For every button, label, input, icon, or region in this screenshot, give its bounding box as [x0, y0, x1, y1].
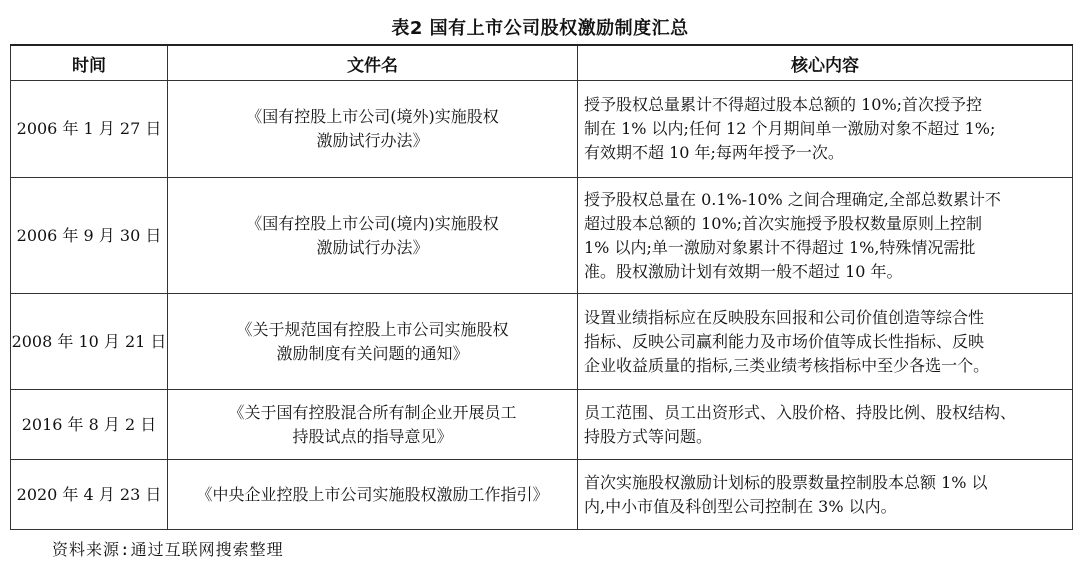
file-name-line: 《国有控股上市公司(境外)实施股权 — [246, 107, 499, 126]
file-name-line: 激励试行办法》 — [316, 131, 429, 150]
table-row — [11, 460, 1073, 530]
content-line: 超过股本总额的 10%;首次实施授予股权数量原则上控制 — [584, 213, 983, 233]
content-line: 授予股权总量在 0.1%-10% 之间合理确定,全部总数累计不 — [584, 189, 1001, 209]
file-name-line: 《国有控股上市公司(境内)实施股权 — [246, 213, 499, 233]
content-line: 首次实施股权激励计划标的股票数量控制股本总额 1% 以 — [584, 472, 988, 492]
file-name-cell — [168, 81, 578, 178]
table-row — [11, 294, 1073, 390]
content-line: 有效期不超 10 年;每两年授予一次。 — [584, 143, 844, 162]
content-line: 制在 1% 以内;任何 12 个月期间单一激励对象不超过 1%; — [584, 119, 996, 138]
table-row — [11, 178, 1073, 294]
table-row — [11, 81, 1073, 178]
content-line: 设置业绩指标应在反映股东回报和公司价值创造等综合性 — [584, 307, 985, 327]
content-cell — [578, 178, 1073, 294]
date-cell: 2008 年 10 月 21 日 — [11, 294, 168, 390]
file-name-line: 激励试行办法》 — [316, 237, 429, 257]
content-cell — [578, 81, 1073, 178]
column-header-file: 文件名 — [168, 45, 578, 81]
table-header-row — [11, 45, 1073, 81]
content-line: 指标、反映公司赢利能力及市场价值等成长性指标、反映 — [584, 331, 985, 351]
column-header-time: 时间 — [11, 45, 168, 81]
content-line: 持股方式等问题。 — [584, 426, 713, 446]
content-cell — [578, 390, 1073, 460]
date-cell: 2016 年 8 月 2 日 — [11, 390, 168, 460]
content-line: 员工范围、员工出资形式、入股价格、持股比例、股权结构、 — [584, 402, 1017, 422]
file-name-cell — [168, 294, 578, 390]
table-row — [11, 390, 1073, 460]
source-note: 资料来源:通过互联网搜索整理 — [52, 540, 284, 559]
table-title: 表2 国有上市公司股权激励制度汇总 — [391, 18, 689, 39]
file-name-cell — [168, 178, 578, 294]
content-line: 企业收益质量的指标,三类业绩考核指标中至少各选一个。 — [584, 355, 990, 375]
content-cell — [578, 294, 1073, 390]
file-name-line: 持股试点的指导意见》 — [292, 426, 453, 446]
file-name-cell — [168, 460, 578, 530]
file-name-line: 《中央企业控股上市公司实施股权激励工作指引》 — [196, 484, 549, 504]
content-line: 1% 以内;单一激励对象累计不得超过 1%,特殊情况需批 — [584, 237, 976, 257]
file-name-line: 激励制度有关问题的通知》 — [276, 343, 469, 363]
content-line: 准。股权激励计划有效期一般不超过 10 年。 — [584, 261, 903, 281]
content-cell — [578, 460, 1073, 530]
file-name-line: 《关于规范国有控股上市公司实施股权 — [236, 319, 509, 339]
content-line: 授予股权总量累计不得超过股本总额的 10%;首次授予控 — [584, 95, 983, 114]
date-cell: 2006 年 9 月 30 日 — [11, 178, 168, 294]
file-name-line: 《关于国有控股混合所有制企业开展员工 — [228, 402, 517, 422]
file-name-cell — [168, 390, 578, 460]
content-line: 内,中小市值及科创型公司控制在 3% 以内。 — [584, 496, 897, 516]
column-header-content: 核心内容 — [578, 45, 1073, 81]
date-cell: 2006 年 1 月 27 日 — [11, 81, 168, 178]
policy-table — [10, 44, 1073, 530]
date-cell: 2020 年 4 月 23 日 — [11, 460, 168, 530]
